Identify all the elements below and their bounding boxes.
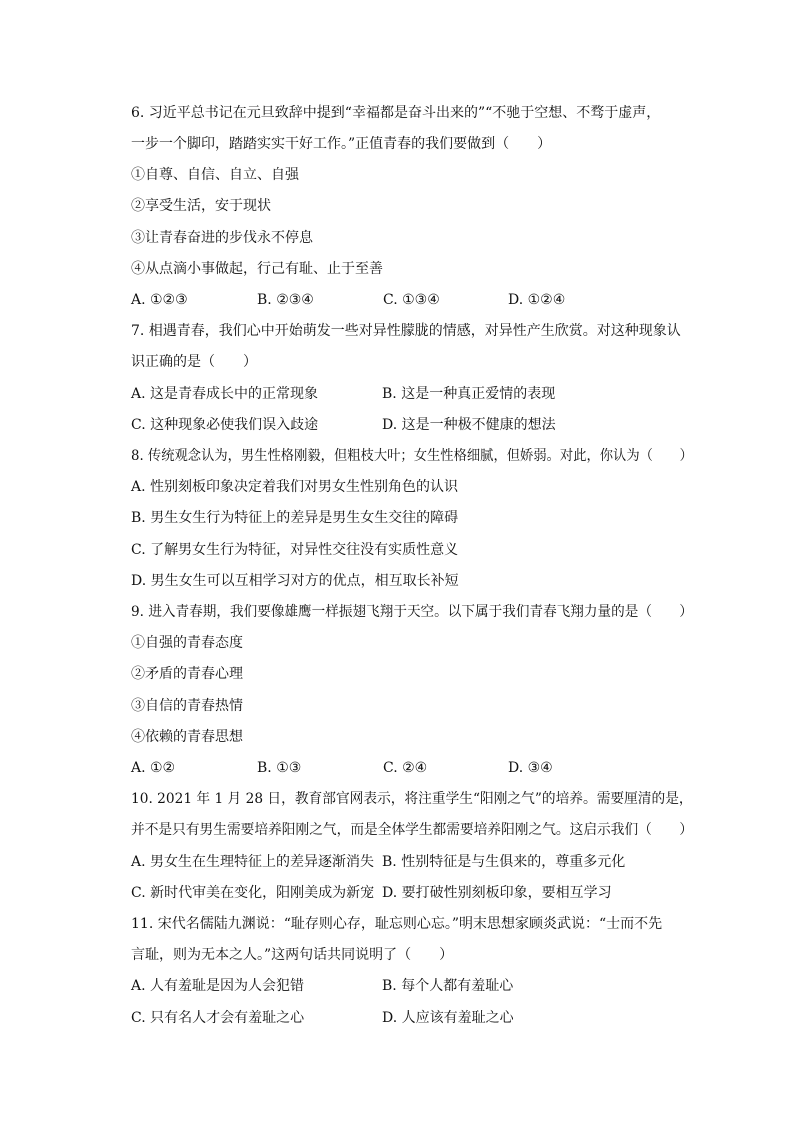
q6-option-a: A. ①②③: [131, 292, 188, 308]
q10-option-c: C. 新时代审美在变化，阳刚美成为新宠: [131, 885, 375, 901]
q10-option-d: D. 要打破性别刻板印象，要相互学习: [382, 885, 612, 901]
q9-item-2: ②矛盾的青春心理: [131, 666, 243, 682]
q9-option-c: C. ②④: [383, 760, 428, 776]
q11-stem-line2: 言耻，则为无本之人。”这两句话共同说明了（ ）: [131, 947, 454, 963]
q8-option-c: C. 了解男女生行为特征，对异性交往没有实质性意义: [131, 542, 459, 558]
q7-option-d: D. 这是一种极不健康的想法: [382, 417, 556, 433]
q9-stem: 9. 进入青春期，我们要像雄鹰一样振翅飞翔于天空。以下属于我们青春飞翔力量的是（ ）: [131, 604, 693, 620]
q10-stem-line1: 10. 2021 年 1 月 28 日，教育部官网表示，将注重学生“阳刚之气”的培养。需要厘清的是，: [131, 791, 693, 807]
q8-option-b: B. 男生女生行为特征上的差异是男生女生交往的障碍: [131, 510, 459, 526]
q7-option-c: C. 这种现象必使我们误入歧途: [131, 417, 319, 433]
q7-option-a: A. 这是青春成长中的正常现象: [131, 386, 319, 402]
q9-item-3: ③自信的青春热情: [131, 698, 243, 714]
q10-options-row1: [131, 852, 691, 872]
q11-option-d: D. 人应该有羞耻之心: [382, 1010, 514, 1026]
q9-option-d: D. ③④: [508, 760, 553, 776]
q6-item-2: ②享受生活，安于现状: [131, 198, 271, 214]
q9-options: [131, 758, 691, 778]
q6-options: [131, 290, 691, 310]
q9-item-4: ④依赖的青春思想: [131, 729, 243, 745]
q10-option-a: A. 男女生在生理特征上的差异逐渐消失: [131, 854, 375, 870]
q11-option-c: C. 只有名人才会有羞耻之心: [131, 1010, 305, 1026]
q11-options-row2: [131, 1008, 691, 1028]
q6-option-b: B. ②③④: [257, 292, 314, 308]
q9-item-1: ①自强的青春态度: [131, 635, 243, 651]
q11-stem-line1: 11. 宋代名儒陆九渊说：“耻存则心存，耻忘则心忘。”明末思想家顾炎武说：“士而不先: [131, 916, 663, 932]
q11-options-row1: [131, 976, 691, 996]
q6-stem-line2: 一步一个脚印，踏踏实实干好工作。”正值青春的我们要做到（ ）: [131, 136, 552, 152]
q6-item-4: ④从点滴小事做起，行己有耻、止于至善: [131, 261, 383, 277]
q6-option-c: C. ①③④: [383, 292, 440, 308]
q9-option-b: B. ①③: [257, 760, 302, 776]
q8-option-d: D. 男生女生可以互相学习对方的优点，相互取长补短: [131, 573, 459, 589]
q7-options-row1: [131, 384, 691, 404]
q8-stem: 8. 传统观念认为，男生性格刚毅，但粗枝大叶；女生性格细腻，但娇弱。对此，你认为（ ）: [131, 448, 693, 464]
q10-stem-line2: 并不是只有男生需要培养阳刚之气，而是全体学生都需要培养阳刚之气。这启示我们（ ）: [131, 822, 694, 838]
q9-option-a: A. ①②: [131, 760, 176, 776]
q7-stem-line1: 7. 相遇青春，我们心中开始萌发一些对异性朦胧的情感，对异性产生欣赏。对这种现象认: [131, 323, 681, 339]
q7-stem-line2: 识正确的是（ ）: [131, 354, 257, 370]
q11-option-b: B. 每个人都有羞耻心: [382, 978, 514, 994]
q7-options-row2: [131, 415, 691, 435]
q6-stem-line1: 6. 习近平总书记在元旦致辞中提到“幸福都是奋斗出来的”“不驰于空想、不骛于虚声，: [131, 105, 661, 121]
q6-option-d: D. ①②④: [508, 292, 566, 308]
q6-item-3: ③让青春奋进的步伐永不停息: [131, 230, 313, 246]
q6-item-1: ①自尊、自信、自立、自强: [131, 167, 299, 183]
q11-option-a: A. 人有羞耻是因为人会犯错: [131, 978, 305, 994]
q8-option-a: A. 性别刻板印象决定着我们对男女生性别角色的认识: [131, 479, 459, 495]
q10-options-row2: [131, 883, 691, 903]
q10-option-b: B. 性别特征是与生俱来的，尊重多元化: [382, 854, 626, 870]
q7-option-b: B. 这是一种真正爱情的表现: [382, 386, 556, 402]
